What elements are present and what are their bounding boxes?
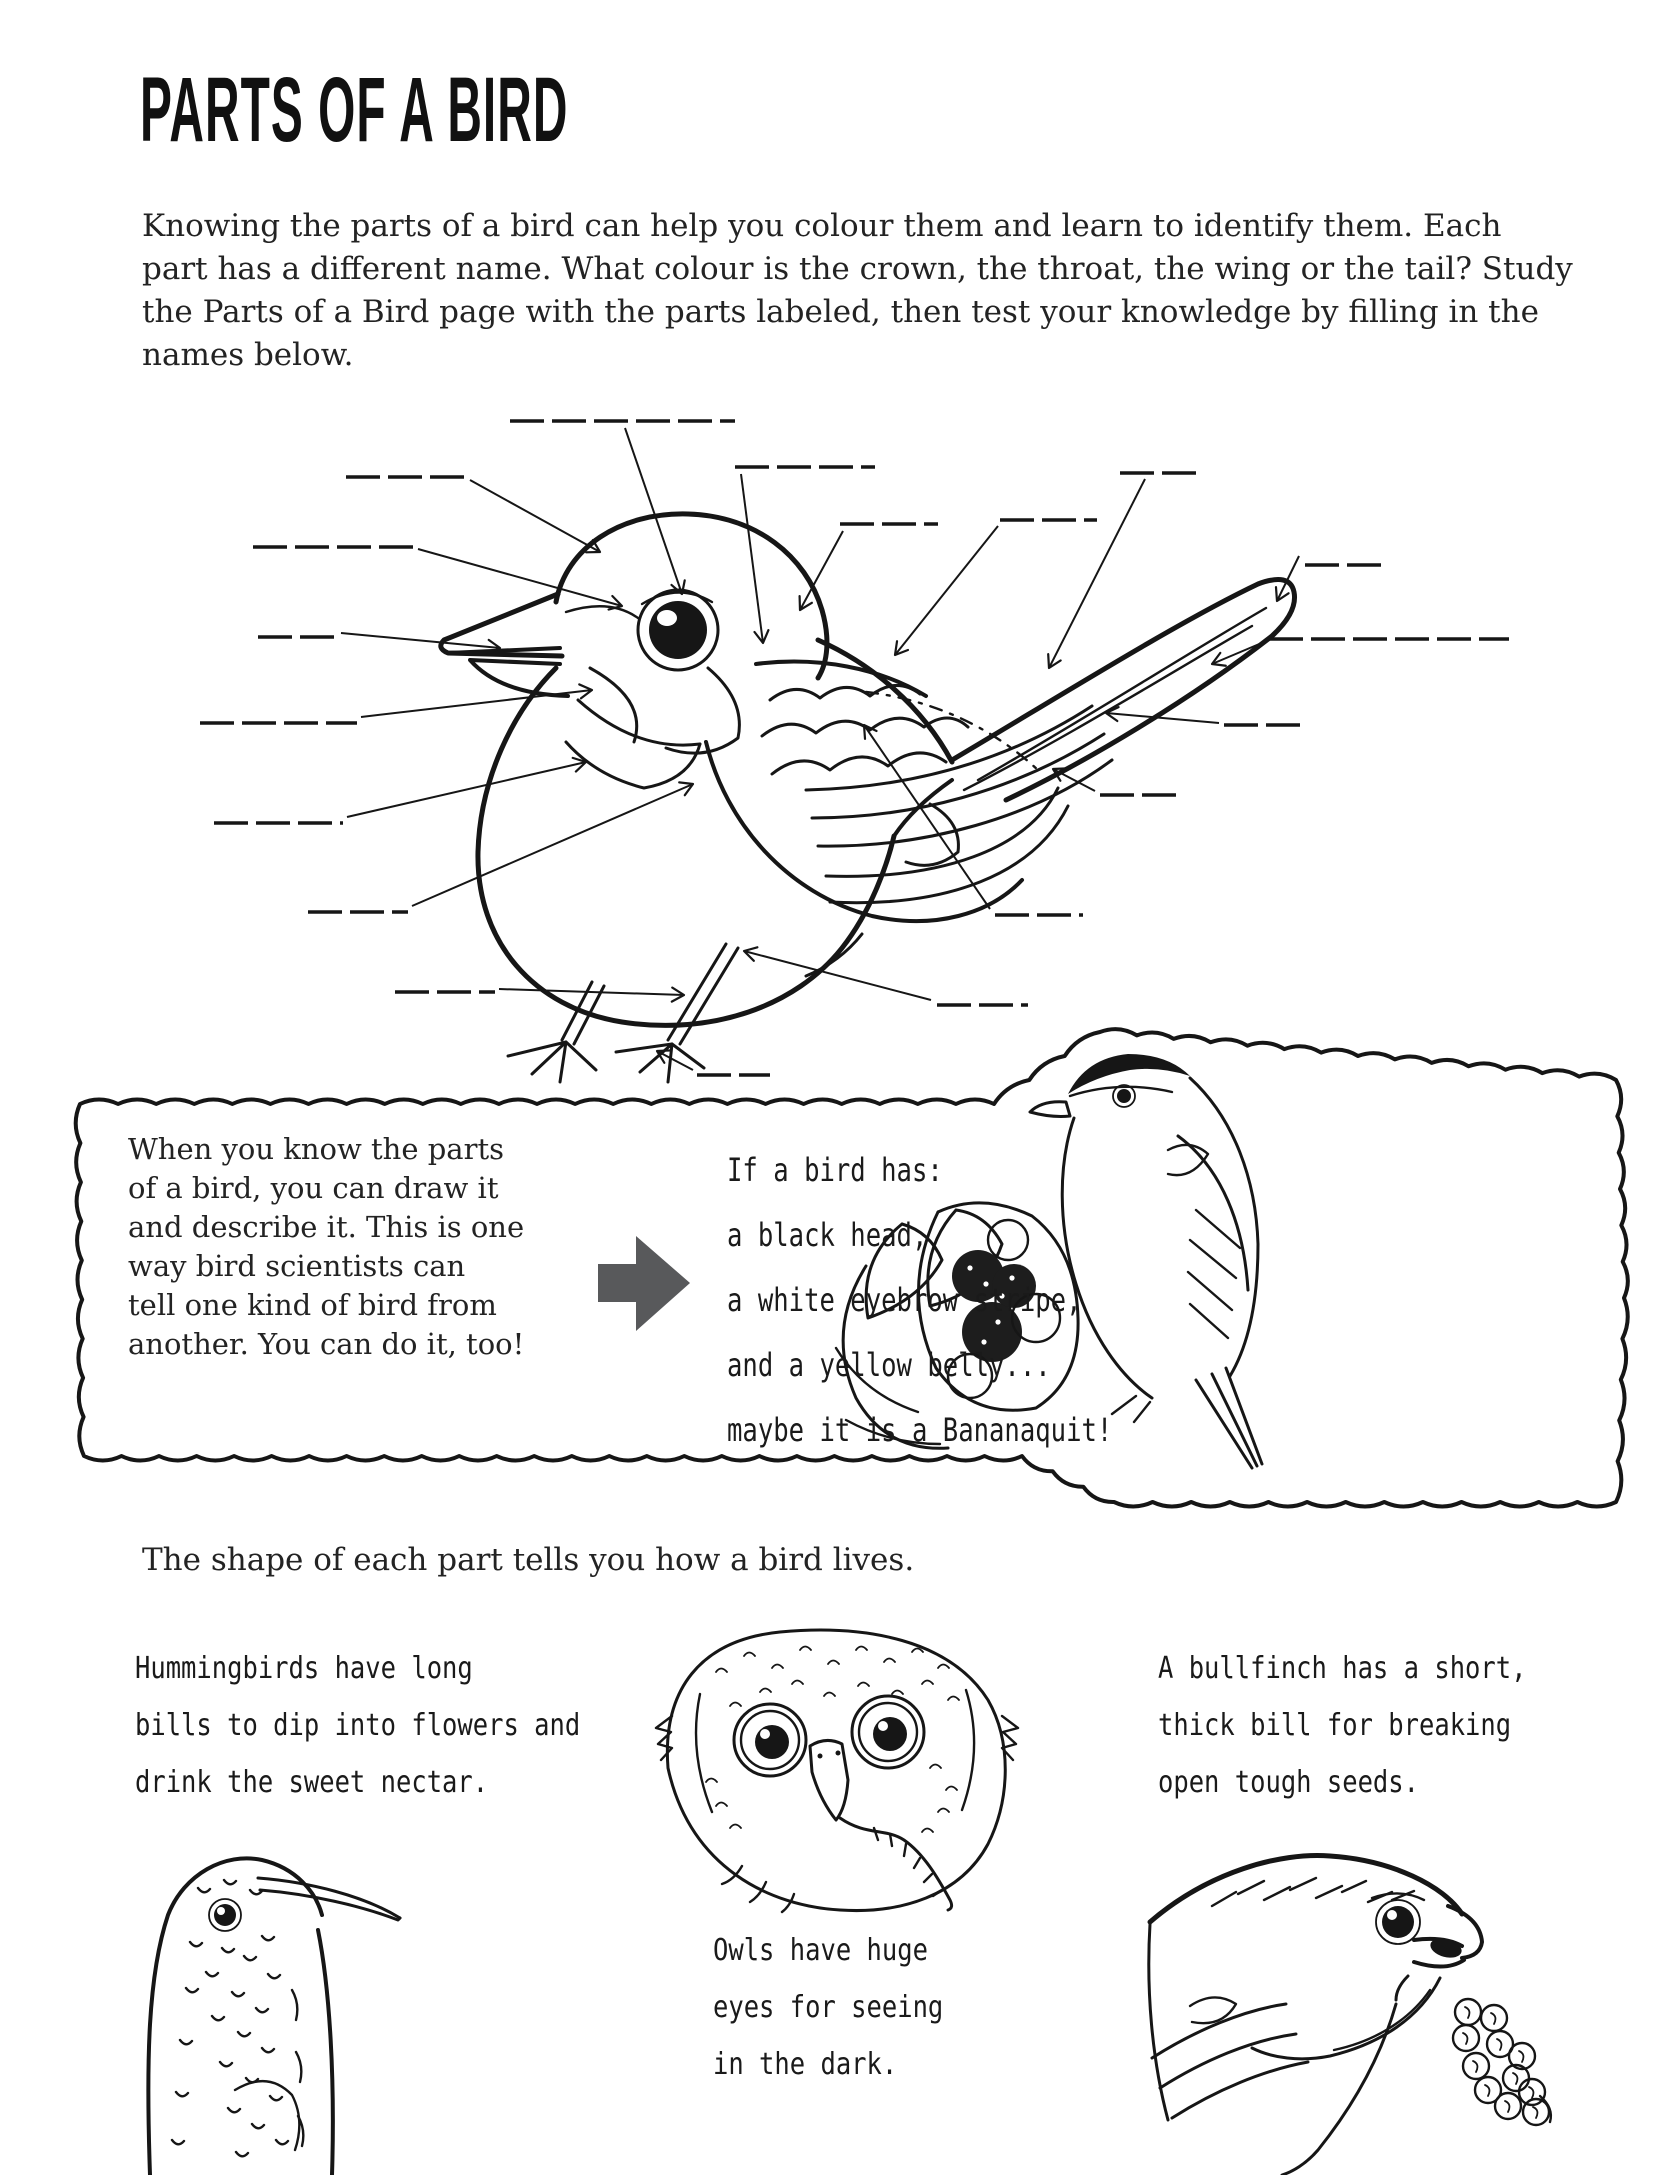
leader-arrow — [470, 480, 600, 552]
intro-line: names below. — [142, 337, 354, 373]
info-box-right-line: and a yellow belly... — [727, 1346, 1051, 1384]
hummingbird-illustration — [148, 1858, 400, 2175]
leader-arrow — [341, 633, 500, 648]
caption-line: open tough seeds. — [1158, 1765, 1419, 1800]
blank-label-slot — [308, 784, 693, 912]
blank-label-slot — [657, 1051, 770, 1075]
blank-label-slot — [1049, 473, 1198, 668]
bird-parts-diagram-illustration — [441, 514, 1295, 1082]
blank-label-slot — [735, 467, 875, 643]
caption-line: thick bill for breaking — [1158, 1708, 1512, 1743]
info-box-left-line: way bird scientists can — [128, 1249, 466, 1283]
page-title: PARTS OF A BIRD — [140, 59, 569, 161]
caption-line: Hummingbirds have long — [135, 1651, 473, 1686]
caption-line: in the dark. — [713, 2047, 898, 2082]
info-box-right-text — [727, 1138, 1209, 1463]
owl-caption — [713, 1922, 984, 2093]
info-box-right-line: If a bird has: — [727, 1151, 943, 1189]
blank-label-slot — [800, 524, 938, 610]
diagram-blank-label-lines — [200, 421, 1509, 1075]
leader-arrow — [1049, 479, 1145, 668]
bullfinch-caption — [1158, 1640, 1591, 1811]
info-box-left-text — [128, 1130, 524, 1364]
caption-line: A bullfinch has a short, — [1158, 1651, 1527, 1686]
caption-line: eyes for seeing — [713, 1990, 944, 2025]
leader-arrow — [741, 474, 763, 643]
info-box-left-line: tell one kind of bird from — [128, 1288, 497, 1322]
blank-label-slot — [1212, 639, 1509, 664]
info-box-left-line: and describe it. This is one — [128, 1210, 525, 1244]
info-box-right-line: maybe it is a Bananaquit! — [727, 1411, 1113, 1449]
info-box-right-line: a white eyebrow stripe, — [727, 1281, 1082, 1319]
leader-arrow — [418, 549, 622, 606]
blank-label-slot — [214, 762, 586, 823]
owl-illustration — [656, 1630, 1018, 1912]
leader-arrow — [412, 784, 693, 906]
right-arrow-icon — [598, 1236, 692, 1334]
intro-line: Knowing the parts of a bird can help you colour them and learn to identify them. Each — [142, 208, 1502, 244]
hummingbird-caption — [135, 1640, 659, 1811]
leader-arrow — [625, 428, 682, 594]
blank-label-slot — [864, 725, 1083, 915]
blank-label-slot — [346, 477, 600, 552]
caption-line: bills to dip into flowers and — [135, 1708, 581, 1743]
section-note: The shape of each part tells you how a bird lives. — [142, 1542, 915, 1578]
blank-label-slot — [1106, 713, 1302, 725]
intro-line: the Parts of a Bird page with the parts labeled, then test your knowledge by filling in the — [142, 294, 1539, 330]
bullfinch-illustration — [1149, 1856, 1551, 2175]
info-box-left-line: When you know the parts — [128, 1132, 504, 1166]
leader-arrow — [895, 526, 998, 655]
blank-label-slot — [395, 989, 684, 995]
intro-paragraph — [142, 205, 1573, 377]
blank-label-slot — [1053, 769, 1180, 795]
blank-label-slot — [510, 421, 735, 594]
leader-arrow — [361, 690, 592, 717]
intro-line: part has a different name. What colour is the crown, the throat, the wing or the tail? Study — [142, 251, 1573, 287]
caption-line: Owls have huge — [713, 1933, 928, 1968]
info-box-left-line: another. You can do it, too! — [128, 1327, 525, 1361]
caption-line: drink the sweet nectar. — [135, 1765, 489, 1800]
blank-label-slot — [258, 633, 500, 648]
leader-arrow — [499, 989, 684, 995]
leader-arrow — [347, 762, 586, 817]
info-box-right-line: a black head, — [727, 1216, 928, 1254]
info-box-left-line: of a bird, you can draw it — [128, 1171, 499, 1205]
leader-arrow — [800, 531, 843, 610]
